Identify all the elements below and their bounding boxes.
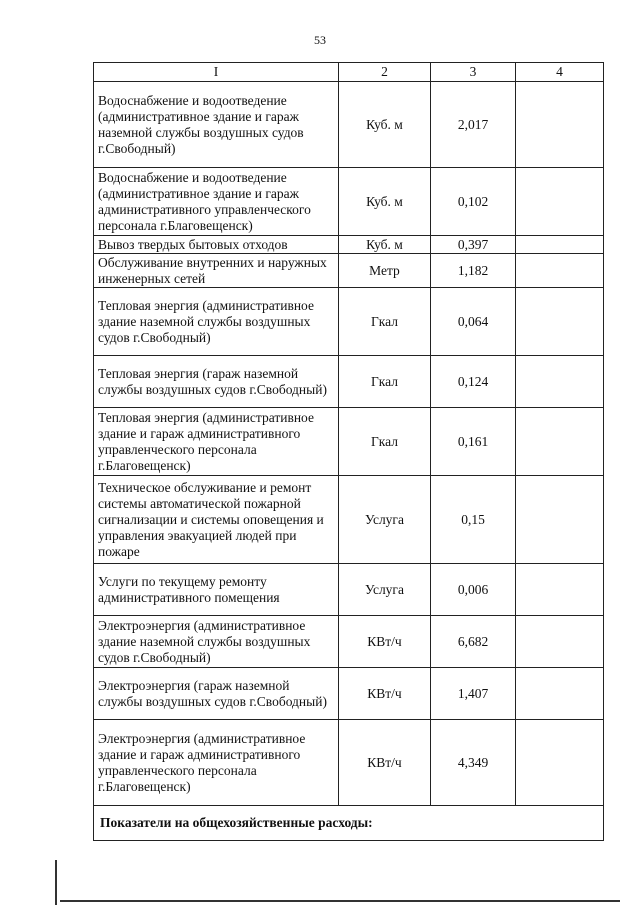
footer-label: Показатели на общехозяйственные расходы:: [94, 806, 604, 841]
table-row: [94, 408, 604, 476]
table-row: [94, 288, 604, 356]
row-extra-cell: [516, 82, 604, 168]
row-extra-cell: [516, 668, 604, 720]
row-unit-cell: Услуга: [339, 476, 431, 564]
table-row: [94, 82, 604, 168]
row-extra-cell: [516, 254, 604, 288]
row-name-cell: Тепловая энергия (гараж наземной службы воздушных судов г.Свободный): [94, 356, 339, 408]
row-unit-cell: Куб. м: [339, 82, 431, 168]
row-unit-cell: Гкал: [339, 356, 431, 408]
page-edge-line-left: [55, 860, 57, 905]
row-name-cell: Вывоз твердых бытовых отходов: [94, 236, 339, 254]
row-name-cell: Обслуживание внутренних и наружных инженерных сетей: [94, 254, 339, 288]
row-value-cell: 0,15: [431, 476, 516, 564]
table-row: [94, 356, 604, 408]
table-row: [94, 236, 604, 254]
row-value-cell: 0,124: [431, 356, 516, 408]
page-number: 53: [314, 33, 326, 47]
row-value-cell: 0,102: [431, 168, 516, 236]
row-name-cell: Тепловая энергия (административное здание и гараж административного управленческого персонала г.Благовещенск): [94, 408, 339, 476]
row-unit-cell: КВт/ч: [339, 668, 431, 720]
row-value-cell: 0,006: [431, 564, 516, 616]
row-unit-cell: КВт/ч: [339, 720, 431, 806]
row-unit-cell: Куб. м: [339, 236, 431, 254]
row-value-cell: 4,349: [431, 720, 516, 806]
table-row: [94, 668, 604, 720]
header-col-4: 4: [516, 63, 604, 82]
row-extra-cell: [516, 288, 604, 356]
table-row: [94, 168, 604, 236]
data-table: [93, 62, 604, 841]
row-value-cell: 6,682: [431, 616, 516, 668]
table-header-row: [94, 63, 604, 82]
table-row: [94, 720, 604, 806]
row-unit-cell: Метр: [339, 254, 431, 288]
row-extra-cell: [516, 236, 604, 254]
row-name-cell: Услуги по текущему ремонту административного помещения: [94, 564, 339, 616]
row-name-cell: Тепловая энергия (административное здание наземной службы воздушных судов г.Свободный): [94, 288, 339, 356]
table-row: [94, 564, 604, 616]
row-unit-cell: Гкал: [339, 408, 431, 476]
row-extra-cell: [516, 408, 604, 476]
row-name-cell: Водоснабжение и водоотведение (административное здание и гараж административного управленческого персонала г.Благовещенск): [94, 168, 339, 236]
row-value-cell: 0,064: [431, 288, 516, 356]
row-name-cell: Водоснабжение и водоотведение (административное здание и гараж наземной службы воздушных судов г.Свободный): [94, 82, 339, 168]
row-unit-cell: КВт/ч: [339, 616, 431, 668]
row-name-cell: Электроэнергия (административное здание наземной службы воздушных судов г.Свободный): [94, 616, 339, 668]
row-extra-cell: [516, 356, 604, 408]
row-value-cell: 0,161: [431, 408, 516, 476]
table-body: [94, 82, 604, 806]
row-extra-cell: [516, 476, 604, 564]
page-edge-line: [60, 900, 620, 902]
row-value-cell: 0,397: [431, 236, 516, 254]
table-footer-row: [94, 806, 604, 841]
table-row: [94, 616, 604, 668]
row-value-cell: 1,182: [431, 254, 516, 288]
row-name-cell: Электроэнергия (административное здание и гараж административного управленческого персонала г.Благовещенск): [94, 720, 339, 806]
table-row: [94, 476, 604, 564]
row-extra-cell: [516, 616, 604, 668]
row-extra-cell: [516, 564, 604, 616]
row-value-cell: 2,017: [431, 82, 516, 168]
row-extra-cell: [516, 168, 604, 236]
row-name-cell: Техническое обслуживание и ремонт системы автоматической пожарной сигнализации и системы оповещения и управления эвакуацией людей при пожаре: [94, 476, 339, 564]
table-row: [94, 254, 604, 288]
row-extra-cell: [516, 720, 604, 806]
row-value-cell: 1,407: [431, 668, 516, 720]
row-unit-cell: Гкал: [339, 288, 431, 356]
header-col-2: 2: [339, 63, 431, 82]
row-unit-cell: Услуга: [339, 564, 431, 616]
header-col-1: I: [94, 63, 339, 82]
row-unit-cell: Куб. м: [339, 168, 431, 236]
row-name-cell: Электроэнергия (гараж наземной службы воздушных судов г.Свободный): [94, 668, 339, 720]
header-col-3: 3: [431, 63, 516, 82]
